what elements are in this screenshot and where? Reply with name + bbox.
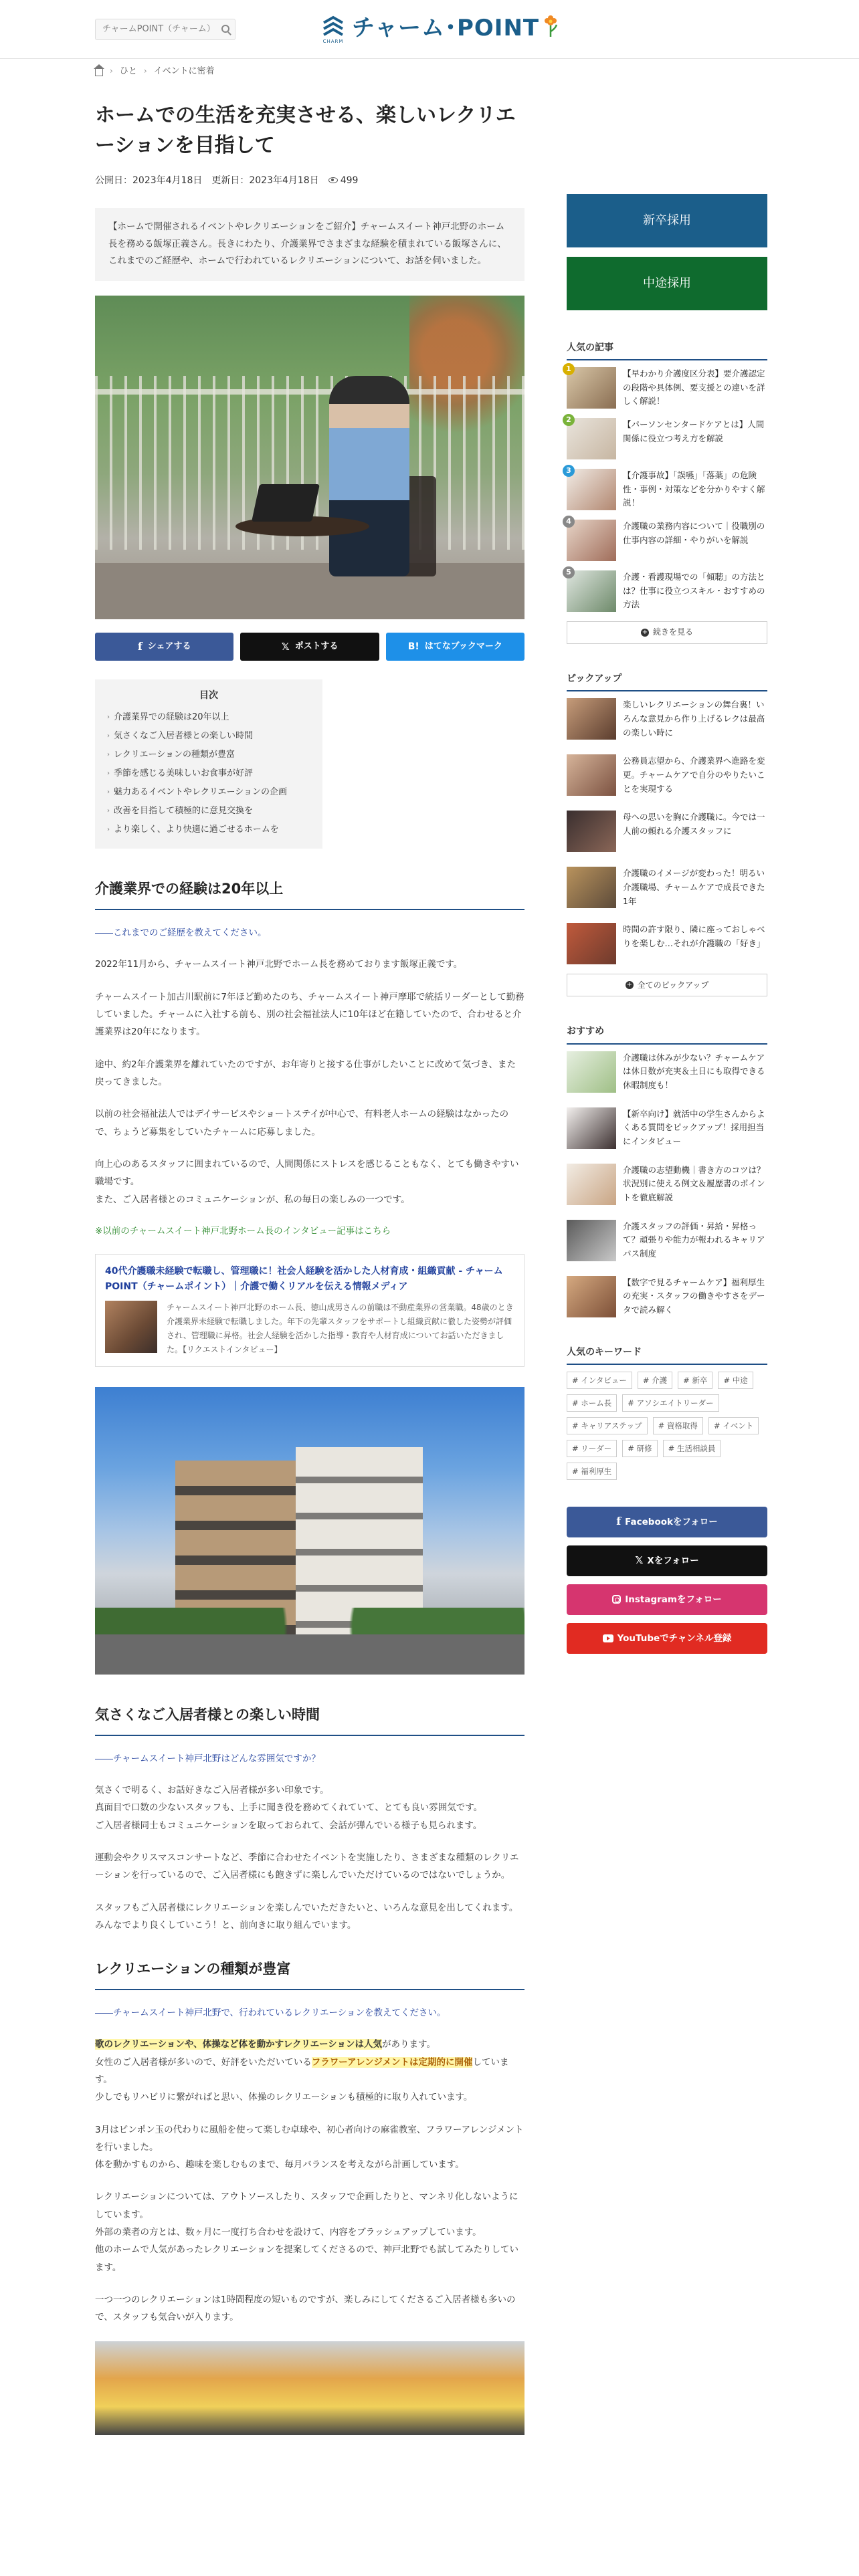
published-date: 公開日：2023年4月18日 xyxy=(95,175,203,186)
follow-instagram-button[interactable]: Instagramをフォロー xyxy=(567,1584,767,1615)
popular-articles-heading: 人気の記事 xyxy=(567,340,767,360)
site-header xyxy=(0,0,859,59)
paragraph: 一つ一つのレクリエーションは1時間程度の短いものですが、楽しみにしてくださるご入居者様も多いので、スタッフも気合いが入ります。 xyxy=(95,2294,516,2323)
x-icon: 𝕏 xyxy=(281,640,290,653)
section-heading: 気さくなご入居者様との楽しい時間 xyxy=(95,1703,524,1736)
rank-badge: 4 xyxy=(563,516,575,528)
recommend-item[interactable] xyxy=(567,1220,767,1261)
follow-facebook-button[interactable]: f Facebookをフォロー xyxy=(567,1507,767,1537)
article-meta xyxy=(95,173,524,189)
youtube-icon xyxy=(603,1634,613,1642)
article-thumbnail xyxy=(567,698,616,740)
article-photo-recreation xyxy=(95,2341,524,2435)
logo-flower-icon xyxy=(542,15,559,38)
home-icon[interactable] xyxy=(95,69,103,76)
paragraph: 歌のレクリエーションや、体操など体を動かすレクリエーションは人気があります。 女性のご入居者様が多いので、好評をいただいているフラワーアレンジメントは定期的に開催しています。 少しでもリハビリに繋がればと思い、体操のレクリエーションも積極的に取り入れています。 xyxy=(95,2039,509,2103)
follow-x-button[interactable]: 𝕏 Xをフォロー xyxy=(567,1545,767,1576)
popular-article-item[interactable] xyxy=(567,570,767,612)
share-hatena-button[interactable]: B! はてなブックマーク xyxy=(386,633,524,661)
article-thumbnail xyxy=(567,1051,616,1093)
chevron-right-icon: › xyxy=(107,826,110,834)
plus-icon: + xyxy=(626,981,632,989)
facebook-icon: f xyxy=(137,639,142,653)
paragraph: スタッフもご入居者様にレクリエーションを楽しんでいただきたいと、いろんな意見を出してくれます。 みんなでより良くしていこう！と、前向きに取り組んでいます。 xyxy=(95,1902,518,1931)
eye-icon xyxy=(328,177,338,183)
paragraph: 2022年11月から、チャームスイート神戸北野でホーム長を務めております飯塚正義です。 xyxy=(95,959,463,970)
paragraph: 途中、約2年介護業界を離れていたのですが、お年寄りと接する仕事がしたいことに改めて気づき、また戻ってきました。 xyxy=(95,1059,516,1087)
toc-item[interactable]: › 季節を感じる美味しいお食事が好評 xyxy=(107,764,310,783)
plus-icon: + xyxy=(642,629,648,637)
paragraph: 以前の社会福祉法人ではデイサービスやショートステイが中心で、有料老人ホームの経験はなかったので、ちょうど募集をしていたチャームに応募しました。 xyxy=(95,1109,509,1138)
keyword-tag[interactable]: # リーダー xyxy=(567,1440,617,1457)
toc-item[interactable]: › 魅力あるイベントやレクリエーションの企画 xyxy=(107,783,310,802)
article-thumbnail xyxy=(567,1276,616,1317)
article-photo-office xyxy=(95,296,524,619)
chevron-right-icon: › xyxy=(107,714,110,722)
view-count: 499 xyxy=(328,173,359,189)
article-thumbnail xyxy=(566,517,616,561)
breadcrumb-separator: › xyxy=(110,66,113,76)
paragraph: 気さくで明るく、お話好きなご入居者様が多い印象です。 真面目で口数の少ないスタッフも、上手に聞き役を務めてくれていて、とても良い雰囲気です。 ご入居者様同士もコミュニケーションを取っておられて、会話が弾んでいる様子も見られます。 xyxy=(95,1785,483,1831)
article-title: 【介護事故】「誤嚥」「落薬」の危険性・事例・対策などを分かりやすく解説！ xyxy=(623,470,765,508)
keyword-tags xyxy=(567,1372,767,1480)
toc-item[interactable]: › 気さくなご入居者様との楽しい時間 xyxy=(107,727,310,746)
article-thumbnail xyxy=(566,364,616,409)
paragraph: レクリエーションについては、アウトソースしたり、スタッフで企画したりと、マンネリ化しないようにしています。 外部の業者の方とは、数ヶ月に一度打ち合わせを設けて、内容をブラッシュアップしています。 他のホームで人気があったレクリエーションを提案してくださるので、神戸北野でも試してみたりしています。 xyxy=(95,2191,519,2273)
table-of-contents xyxy=(95,679,322,849)
recommend-item[interactable] xyxy=(567,1164,767,1205)
logo-sub: CHARM xyxy=(322,39,344,44)
interview-question: ――これまでのご経歴を教えてください。 xyxy=(95,928,267,939)
search-placeholder: チャームPOINT（チャーム） xyxy=(102,24,215,34)
keyword-tag[interactable]: # 資格取得 xyxy=(653,1417,703,1434)
updated-date: 更新日：2023年4月18日 xyxy=(211,175,319,186)
breadcrumb xyxy=(95,63,215,80)
breadcrumb-item[interactable]: イベントに密着 xyxy=(153,66,215,77)
recommend-item[interactable] xyxy=(567,1107,767,1149)
keyword-tag[interactable]: # ホーム長 xyxy=(567,1394,617,1412)
article-title: 【早わかり介護度区分表】要介護認定の段階や具体例、要支援との違いを詳しく解説！ xyxy=(623,368,765,407)
article-thumbnail xyxy=(567,1107,616,1149)
interview-question: ――チャームスイート神戸北野はどんな雰囲気ですか？ xyxy=(95,1753,320,1764)
paragraph: 3月はピンポン玉の代わりに風船を使って楽しむ卓球や、初心者向けの麻雀教室、フラワーアレンジメントを行いました。 体を動かすものから、趣味を楽しむものまで、毎月バランスを考えながら計画しています。 xyxy=(95,2124,524,2171)
chevron-right-icon: › xyxy=(107,751,110,759)
new-graduate-recruit-button[interactable]: 新卒採用 xyxy=(567,194,767,247)
chevron-right-icon: › xyxy=(107,788,110,796)
keyword-tag[interactable]: # インタビュー xyxy=(567,1372,632,1389)
rank-badge: 5 xyxy=(563,566,575,578)
article-title: 介護職の業務内容について｜役職別の仕事内容の詳細・やりがいを解説 xyxy=(623,521,765,545)
article-title: 介護職のイメージが変わった！明るい介護職場、チャームケアで成長できた1年 xyxy=(623,868,765,906)
toc-item[interactable]: › レクリエーションの種類が豊富 xyxy=(107,746,310,764)
article-thumbnail xyxy=(567,570,616,612)
keyword-tag[interactable]: # 研修 xyxy=(622,1440,657,1457)
share-facebook-button[interactable]: f シェアする xyxy=(95,633,233,661)
share-buttons xyxy=(95,633,524,661)
card-thumbnail xyxy=(105,1301,157,1353)
article-title: 介護・看護現場での「傾聴」の方法とは？仕事に役立つスキル・おすすめの方法 xyxy=(623,572,765,610)
article-title: 公務員志望から、介護業界へ進路を変更。チャームケアで自分のやりたいことを実現する xyxy=(623,756,765,794)
article-intro: 【ホームで開催されるイベントやレクリエーションをご紹介】チャームスイート神戸北野のホーム長を務める飯塚正義さん。長きにわたり、介護業界でさまざまな経験を積まれている飯塚さんに、これまでのご経歴や、ホームで行われているレクリエーションについて、お話を伺いました。 xyxy=(95,208,524,281)
article-title: 介護スタッフの評価・昇給・昇格って？頑張りや能力が報われるキャリアパス制度 xyxy=(623,1220,765,1259)
recommend-item[interactable] xyxy=(567,1276,767,1317)
article-title: 【パーソンセンタードケアとは】人間関係に役立つ考え方を解説 xyxy=(623,419,765,443)
recommend-heading: おすすめ xyxy=(567,1023,767,1044)
article-thumbnail xyxy=(567,867,616,908)
rank-badge: 1 xyxy=(563,363,575,375)
search-icon[interactable] xyxy=(221,25,229,33)
pickup-item[interactable] xyxy=(567,867,767,908)
paragraph: 運動会やクリスマスコンサートなど、季節に合わせたイベントを実施したり、さまざまな種類のレクリエーションを行っているので、ご入居者様にも飽きずに楽しんでいただけているのではないでしょうか。 xyxy=(95,1852,519,1881)
paragraph: チャームスイート加古川駅前に7年ほど勤めたのち、チャームスイート神戸摩耶で統括リーダーとして勤務していました。チャームに入社する前も、別の社会福祉法人に10年ほど在籍していたので、合わせると介護業界は20年になります。 xyxy=(95,991,524,1038)
chevron-right-icon: › xyxy=(107,732,110,740)
keyword-tag[interactable]: # 福利厚生 xyxy=(567,1463,617,1480)
keyword-tag[interactable]: # 介護 xyxy=(638,1372,672,1389)
keyword-tag[interactable]: # 生活相談員 xyxy=(663,1440,721,1457)
article-thumbnail xyxy=(567,1220,616,1261)
article-title: 介護職の志望動機｜書き方のコツは？状況別に使える例文＆履歴書のポイントを徹底解説 xyxy=(623,1164,765,1202)
article-thumbnail xyxy=(567,811,616,852)
mid-career-recruit-button[interactable]: 中途採用 xyxy=(567,257,767,310)
article-thumbnail xyxy=(567,1164,616,1205)
related-article-card[interactable] xyxy=(95,1254,524,1367)
hatena-icon: B! xyxy=(407,641,419,652)
toc-item[interactable]: › 改善を目指して積極的に意見交換を xyxy=(107,802,310,821)
keyword-tag[interactable]: # 新卒 xyxy=(678,1372,712,1389)
keywords-heading: 人気のキーワード xyxy=(567,1344,767,1365)
pickup-item[interactable] xyxy=(567,811,767,852)
article-title: 【新卒向け】就活中の学生さんからよくある質問をピックアップ！採用担当にインタビュー xyxy=(623,1108,765,1146)
popular-article-item[interactable] xyxy=(566,466,767,510)
popular-article-item[interactable] xyxy=(566,415,767,459)
paragraph: 向上心のあるスタッフに囲まれているので、人間関係にストレスを感じることもなく、とても働きやすい職場です。 また、ご入居者様とのコミュニケーションが、私の毎日の楽しみの一つです。 xyxy=(95,1158,519,1205)
previous-interview-link[interactable]: ※以前のチャームスイート神戸北野ホーム長のインタビュー記事はこちら xyxy=(95,1225,391,1237)
rank-badge: 3 xyxy=(563,465,575,477)
toc-title: 目次 xyxy=(199,690,218,702)
share-x-button[interactable]: 𝕏 ポストする xyxy=(240,633,379,661)
article-thumbnail xyxy=(567,754,616,796)
section-heading: 介護業界での経験は20年以上 xyxy=(95,877,524,910)
article-title: 【数字で見るチャームケア】福利厚生の充実・スタッフの働きやすさをデータで読み解く xyxy=(623,1277,765,1315)
keyword-tag[interactable]: # 中途 xyxy=(718,1372,753,1389)
pickup-more-button[interactable]: + 全てのピックアップ xyxy=(567,974,767,996)
pickup-item[interactable] xyxy=(567,923,767,964)
section-heading: レクリエーションの種類が豊富 xyxy=(95,1957,524,1990)
popular-article-item[interactable] xyxy=(566,517,767,561)
breadcrumb-item[interactable]: ひと xyxy=(119,66,137,77)
sidebar xyxy=(567,194,767,1662)
popular-article-item[interactable] xyxy=(566,364,767,409)
rank-badge: 2 xyxy=(563,414,575,426)
card-excerpt: チャームスイート神戸北野のホーム長、徳山成男さんの前職は不動産業界の営業職。48歳のとき介護業界未経験で転職しました。年下の先輩スタッフをサポートし組織貢献に徹した姿勢が評価され、管理職に昇格。社会人経験を活かした指導・教育や人材育成についてお話いただきました。【リクエストインタビュー】 xyxy=(167,1302,514,1354)
page-title: ホームでの生活を充実させる、楽しいレクリエーションを目指して xyxy=(95,104,516,157)
interview-question: ――チャームスイート神戸北野で、行われているレクリエーションを教えてください。 xyxy=(95,2007,446,2018)
keyword-tag[interactable]: # キャリアステップ xyxy=(567,1417,648,1434)
article-thumbnail xyxy=(567,923,616,964)
logo-text: チャーム･POINT xyxy=(352,13,559,43)
x-icon: 𝕏 xyxy=(635,1554,644,1567)
article-photo-building xyxy=(95,1387,524,1675)
subscribe-youtube-button[interactable]: YouTubeでチャンネル登録 xyxy=(567,1623,767,1654)
article-thumbnail xyxy=(566,415,616,459)
search-input[interactable] xyxy=(95,19,235,40)
keyword-tag[interactable]: # アソシエイトリーダー xyxy=(622,1394,719,1412)
pickup-item[interactable] xyxy=(567,754,767,796)
instagram-icon xyxy=(612,1595,621,1604)
popular-more-button[interactable]: + 続きを見る xyxy=(567,621,767,644)
toc-item[interactable]: › 介護業界での経験は20年以上 xyxy=(107,708,310,727)
site-logo[interactable] xyxy=(320,12,547,45)
breadcrumb-separator: › xyxy=(143,66,147,76)
article-thumbnail xyxy=(566,466,616,510)
chevron-right-icon: › xyxy=(107,807,110,815)
article-title: 母への思いを胸に介護職に。今では一人前の頼れる介護スタッフに xyxy=(623,812,765,836)
article-main xyxy=(95,100,524,2435)
chevron-right-icon: › xyxy=(107,770,110,778)
pickup-item[interactable] xyxy=(567,698,767,740)
keyword-tag[interactable]: # イベント xyxy=(708,1417,759,1434)
facebook-icon: f xyxy=(616,1515,622,1528)
toc-item[interactable]: › より楽しく、より快適に過ごせるホームを xyxy=(107,821,310,839)
article-title: 時間の許す限り、隣に座っておしゃべりを楽しむ…それが介護職の「好き」 xyxy=(623,924,765,948)
card-title: 40代介護職未経験で転職し、管理職に！社会人経験を活かした人材育成・組織貢献 - チャームPOINT（チャームポイント）｜介護で働くリアルを伝える情報メディア xyxy=(105,1266,503,1292)
article-title: 介護職は休みが少ない？チャームケアは休日数が充実＆土日にも取得できる休暇制度も！ xyxy=(623,1052,765,1090)
article-title: 楽しいレクリエーションの舞台裏！いろんな意見から作り上げるレクは最高の楽しい時に xyxy=(623,700,765,738)
recommend-item[interactable] xyxy=(567,1051,767,1093)
pickup-heading: ピックアップ xyxy=(567,671,767,691)
